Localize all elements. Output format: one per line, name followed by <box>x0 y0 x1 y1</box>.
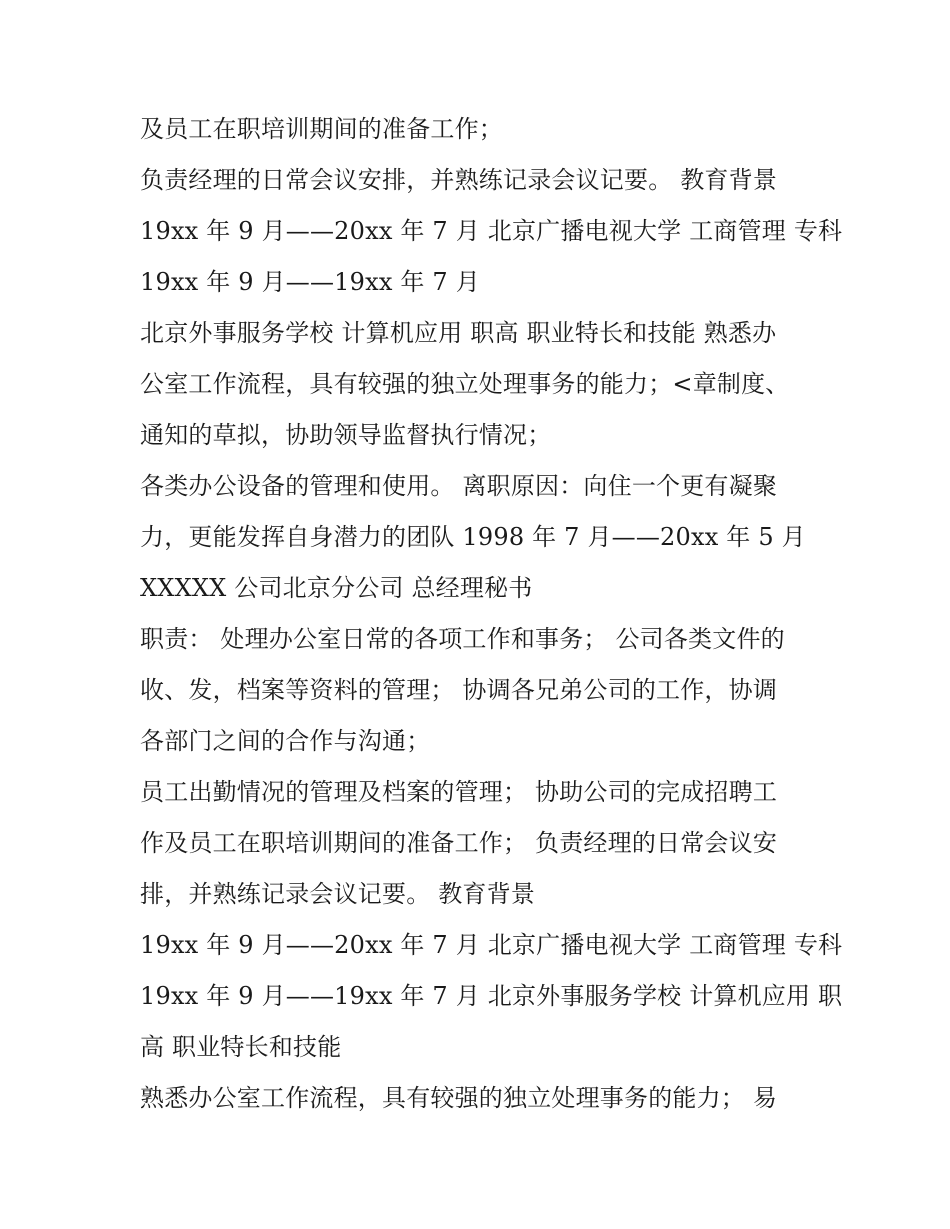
text-line: 19xx 年 9 月——19xx 年 7 月 <box>140 268 480 296</box>
text-line: 作及员工在职培训期间的准备工作； 负责经理的日常会议安 <box>140 829 778 857</box>
text-line: 负责经理的日常会议安排，并熟练记录会议记要。 教育背景 <box>140 166 778 194</box>
text-line: 及员工在职培训期间的准备工作； <box>140 115 503 143</box>
text-line: 高 职业特长和技能 <box>140 1033 342 1061</box>
text-line: 通知的草拟，协助领导监督执行情况； <box>140 421 552 449</box>
text-line: 员工出勤情况的管理及档案的管理； 协助公司的完成招聘工 <box>140 778 778 806</box>
text-line: 各部门之间的合作与沟通； <box>140 727 431 755</box>
text-line: 各类办公设备的管理和使用。 离职原因：向住一个更有凝聚 <box>140 472 778 500</box>
text-line: 力，更能发挥自身潜力的团队 1998 年 7 月——20xx 年 5 月 <box>140 523 806 551</box>
text-line: 19xx 年 9 月——19xx 年 7 月 北京外事服务学校 计算机应用 职 <box>140 982 843 1010</box>
text-line: 北京外事服务学校 计算机应用 职高 职业特长和技能 熟悉办 <box>140 319 777 347</box>
text-line: 熟悉办公室工作流程，具有较强的独立处理事务的能力； 易 <box>140 1084 778 1112</box>
document-body <box>140 104 843 1124</box>
text-line: 收、发，档案等资料的管理； 协调各兄弟公司的工作，协调 <box>140 676 778 704</box>
text-line: 排，并熟练记录会议记要。 教育背景 <box>140 880 536 908</box>
text-line: 19xx 年 9 月——20xx 年 7 月 北京广播电视大学 工商管理 专科 <box>140 931 843 959</box>
text-line: XXXXX 公司北京分公司 总经理秘书 <box>140 574 533 602</box>
text-line: 公室工作流程，具有较强的独立处理事务的能力；<章制度、 <box>140 370 790 398</box>
text-line: 19xx 年 9 月——20xx 年 7 月 北京广播电视大学 工商管理 专科 <box>140 217 843 245</box>
text-line: 职责： 处理办公室日常的各项工作和事务； 公司各类文件的 <box>140 625 785 653</box>
